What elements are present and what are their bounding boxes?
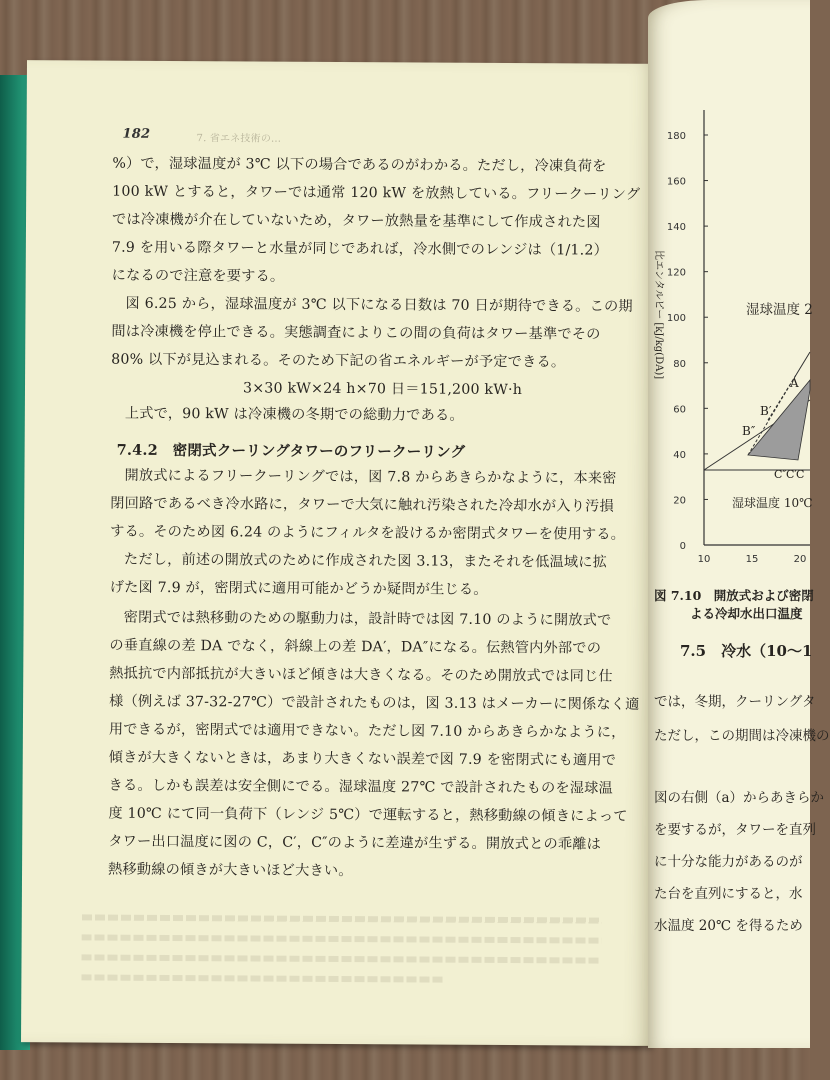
y-tick-label: 120 (666, 267, 686, 279)
point-label-c-prime: C′ (786, 468, 797, 481)
body-line: げた図 7.9 が，密閉式に適用可能かどうか疑問が生じる。 (109, 579, 488, 598)
body-line: 用できるが，密閉式では適用できない。ただし図 7.10 からあきらかなように， (108, 721, 626, 741)
body-line: きる。しかも誤差は安全側にでる。湿球温度 27℃ で設計されたものを湿球温 (108, 777, 613, 797)
y-tick-label: 40 (673, 449, 686, 461)
point-label-b-double-prime: B″ (742, 424, 756, 438)
y-tick-label: 140 (666, 222, 686, 234)
figure-caption-line1: 図 7.10 開放式および密閉 (654, 588, 814, 603)
shaded-region (748, 380, 810, 460)
x-tick-label: 15 (745, 554, 759, 565)
body-line: 熱移動線の傾きが大きいほど大きい。 (108, 861, 353, 880)
body-line: 100 kW とすると，タワーでは通常 120 kW を放熱している。フリークーリング (112, 183, 641, 203)
y-axis-label: 比エンタルピー [kJ/kg(DA)] (653, 250, 664, 380)
body-line: になるので注意を要する。 (111, 267, 285, 285)
y-tick-label: 20 (673, 495, 686, 507)
point-label-b-prime: B′ (760, 404, 772, 418)
equation: 3×30 kW×24 h×70 日＝151,200 kW·h (242, 380, 523, 399)
section-heading-right: 7.5 冷水（10〜1 (680, 642, 813, 660)
right-body-line: た台を直列にすると，水 (654, 886, 803, 902)
body-line: 様（例えば 37-32-27℃）で設計されたものは，図 3.13 はメーカーに関係なく適 (109, 693, 640, 713)
body-line: 80% 以下が見込まれる。そのため下記の省エネルギーが予定できる。 (111, 351, 566, 371)
body-line: %）で，湿球温度が 3℃ 以下の場合であるのがわかる。ただし，冷凍負荷を (112, 155, 607, 175)
body-line: ただし，前述の開放式のために作成された図 3.13，またそれを低温域に拡 (123, 551, 608, 571)
body-line: 間は冷凍機を停止できる。実態調査によりこの間の負荷はタワー基準でその (111, 323, 601, 343)
body-line: タワー出口温度に図の C，C′，C″のように差違が生ずる。開放式との乖離は (108, 833, 602, 853)
point-label-a: A (790, 376, 799, 390)
right-body-line: 図の右側（a）からあきらか (654, 790, 825, 806)
body-line: では冷凍機が介在していないため，タワー放熱量を基準にして作成された図 (111, 211, 601, 231)
point-label-c: C (796, 468, 805, 481)
y-tick-label: 60 (673, 404, 686, 416)
y-tick-label: 100 (666, 313, 686, 325)
body-line: 度 10℃ にて同一負荷下（レンジ 5℃）で運転すると，熱移動線の傾きによって (108, 805, 628, 825)
body-line: 熱抵抗で内部抵抗が大きいほど傾きは大きくなる。そのため開放式では同じ仕 (109, 665, 613, 685)
right-body-line: 水温度 20℃ を得るため (654, 918, 803, 934)
left-page (21, 60, 657, 1046)
right-body-line: に十分な能力があるのが (654, 854, 803, 870)
figure-caption-line2: よる冷却水出口温度 (690, 606, 803, 621)
right-body-line: を要するが，タワーを直列 (654, 822, 816, 838)
section-heading: 7.4.2 密閉式クーリングタワーのフリークーリング (116, 441, 466, 461)
y-tick-label: 80 (673, 358, 686, 370)
body-line: 7.9 を用いる際タワーと水量が同じであれば，冷水側でのレンジは（1/1.2） (111, 239, 609, 259)
right-body-line: ただし，この期間は冷凍機の (654, 728, 830, 744)
body-line: 図 6.25 から，湿球温度が 3℃ 以下になる日数は 70 日が期待できる。この期 (125, 295, 633, 315)
body-line: 傾きが大きくないときは，あまり大きくない誤差で図 7.9 を密閉式にも適用で (108, 749, 617, 769)
body-line: 密閉式では熱移動のための駆動力は，設計時では図 7.10 のように開放式で (123, 609, 612, 629)
y-tick-label: 0 (679, 541, 686, 552)
x-tick-label: 10 (697, 554, 711, 565)
body-line: 上式で，90 kW は冷凍機の冬期での総動力である。 (124, 405, 464, 424)
tower-line (796, 352, 810, 375)
label-wetbulb-low: 湿球温度 10℃ (732, 496, 813, 510)
x-tick-label: 20 (793, 554, 807, 565)
point-label-c-double-prime: C″ (774, 468, 787, 481)
show-through-text (81, 900, 602, 1013)
body-line: する。そのため図 6.24 のようにフィルタを設けるか密閉式タワーを使用する。 (110, 523, 626, 543)
y-tick-label: 180 (666, 131, 686, 142)
running-header: 7. 省エネ技術の... (196, 133, 282, 145)
body-line: 開放式によるフリークーリングでは，図 7.8 からあきらかなように，本来密 (124, 467, 617, 487)
page-number: 182 (122, 126, 151, 142)
y-tick-label: 160 (666, 176, 686, 188)
right-body-line: では，冬期，クーリングタ (654, 694, 816, 710)
body-line: 閉回路であるべき冷水路に，タワーで大気に触れ汚染された冷却水が入り汚損 (110, 495, 614, 515)
label-wetbulb-high: 湿球温度 2 (746, 302, 813, 318)
body-line: の垂直線の差 DA でなく，斜線上の差 DA′，DA″になる。伝熱管内外部での (109, 637, 602, 657)
